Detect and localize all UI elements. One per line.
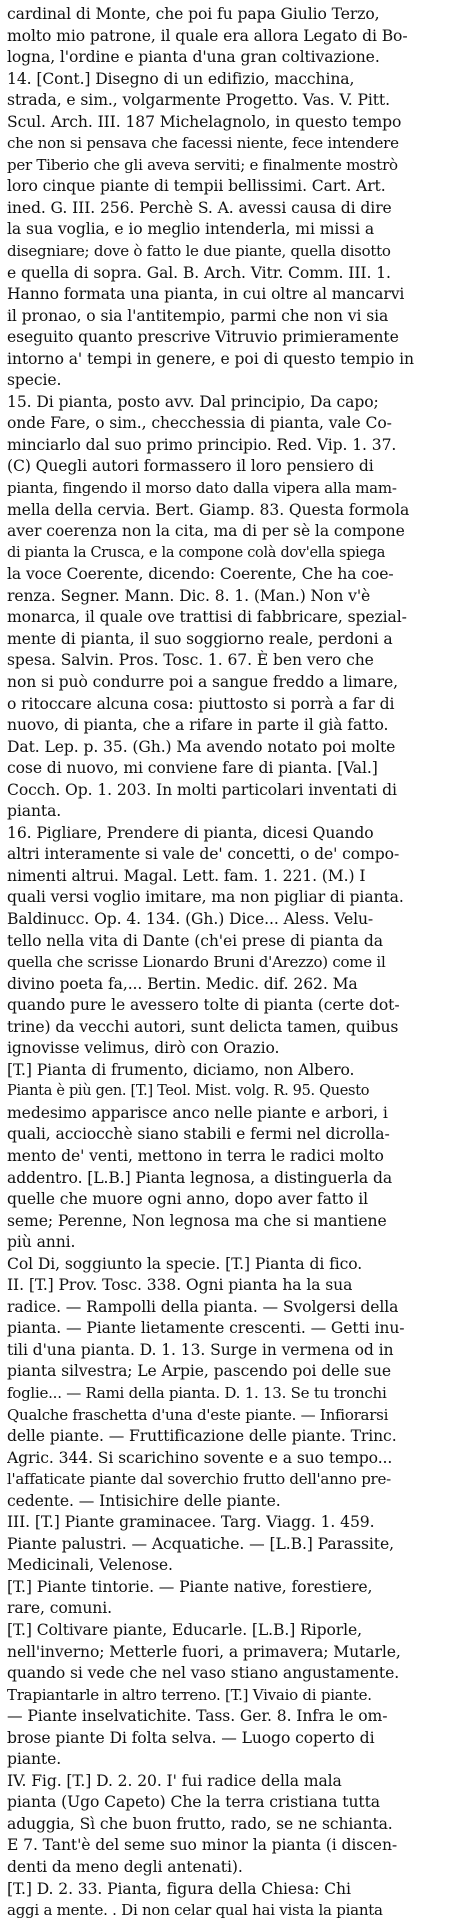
text-line: molto mio patrone, il quale era allora Legato di Bo- (7, 26, 408, 45)
text-line: Cocch. Op. 1. 203. In molti particolari inventati di (7, 780, 397, 799)
text-line: o ritoccare alcuna cosa: piuttosto si porrà a far di (7, 694, 395, 713)
text-line: aver coerenza non la cita, ma di per sè la compone (7, 522, 405, 541)
text-line: l'affaticate piante dal soverchio frutto dell'anno pre- (7, 1470, 391, 1489)
text-line: la sua voglia, e io meglio intenderla, mi missi a (7, 220, 375, 239)
text-line: addentro. [L.B.] Pianta legnosa, a distinguerla da (7, 1168, 393, 1187)
text-line: E 7. Tant'è del seme suo minor la pianta (i discen- (7, 1836, 398, 1855)
text-line: IV. Fig. [T.] D. 2. 20. I' fui radice della mala (7, 1771, 342, 1790)
text-line: mella della cervia. Bert. Giamp. 83. Questa formola (7, 500, 410, 519)
text-line: disegniare; dove ò fatto le due piante, quella disotto (7, 242, 391, 261)
text-line: specie. (7, 371, 62, 390)
text-line: brose piante Di folta selva. — Luogo coperto di (7, 1728, 375, 1747)
text-line: cose di nuovo, mi conviene fare di pianta. [Val.] (7, 759, 378, 778)
text-line: per Tiberio che gli aveva serviti; e finalmente mostrò (7, 155, 398, 174)
text-line: tello nella vita di Dante (ch'ei prese di pianta da (7, 931, 383, 950)
text-line: Hanno formata una pianta, in cui oltre al mancarvi (7, 285, 405, 304)
text-line: pianta (Ugo Capeto) Che la terra cristiana tutta (7, 1793, 380, 1812)
text-line: logna, l'ordine e pianta d'una gran coltivazione. (7, 48, 380, 67)
text-line: 15. Di pianta, posto avv. Dal principio, Da capo; (7, 392, 379, 411)
text-line: più anni. (7, 1233, 76, 1252)
text-line: quando pure le avessero tolte di pianta (certe dot- (7, 996, 400, 1015)
text-line: pianta, fingendo il morso dato dalla vipera alla mam- (7, 479, 397, 498)
text-line: mento de' venti, mettono in terra le radici molto (7, 1146, 384, 1165)
text-line: piante. (7, 1750, 62, 1769)
text-line: altri interamente si vale de' concetti, o de' compo- (7, 845, 400, 864)
text-line: nimenti altrui. Magal. Lett. fam. 1. 221. (M.) I (7, 866, 366, 885)
text-line: Trapiantarle in altro terreno. [T.] Vivaio di piante. (7, 1685, 372, 1704)
text-line: strada, e sim., volgarmente Progetto. Vas. V. Pitt. (7, 91, 390, 110)
text-line: ined. G. III. 256. Perchè S. A. avessi causa di dire (7, 198, 392, 217)
text-line: rare, comuni. (7, 1599, 112, 1618)
text-line: [T.] Pianta di frumento, diciamo, non Albero. (7, 1060, 355, 1079)
text-line: Dat. Lep. p. 35. (Gh.) Ma avendo notato poi molte (7, 737, 396, 756)
text-line: [T.] Coltivare piante, Educarle. [L.B.] Riporle, (7, 1621, 363, 1640)
text-line: di pianta la Crusca, e la compone colà dov'ella spiega (7, 544, 386, 561)
text-line: quando si vede che nel vaso stiano angustamente. (7, 1664, 400, 1683)
text-line: Piante palustri. — Acquatiche. — [L.B.] Parassite, (7, 1534, 394, 1553)
text-line: Medicinali, Velenose. (7, 1556, 173, 1575)
text-line: radice. — Rampolli della pianta. — Svolgersi della (7, 1297, 399, 1316)
text-line: denti da meno degli antenati). (7, 1858, 243, 1877)
text-line: renza. Segner. Mann. Dic. 8. 1. (Man.) Non v'è (7, 586, 371, 605)
text-line: ignovisse velimus, dirò con Orazio. (7, 1039, 280, 1058)
text-line: II. [T.] Prov. Tosc. 338. Ogni pianta ha la sua (7, 1276, 353, 1295)
text-line: foglie... — Rami della pianta. D. 1. 13. Se tu tronchi (7, 1384, 387, 1402)
text-line: quelle che muore ogni anno, dopo aver fatto il (7, 1190, 369, 1209)
text-line: [T.] D. 2. 33. Pianta, figura della Chiesa: Chi (7, 1879, 351, 1898)
text-line: 14. [Cont.] Disegno di un edifizio, macchina, (7, 69, 355, 88)
text-line: che non si pensava che facessi niente, fece intendere (7, 134, 399, 153)
text-line: divino poeta fa,... Bertin. Medic. dif. 262. Ma (7, 974, 358, 993)
text-line: medesimo apparisce anco nelle piante e arbori, i (7, 1103, 388, 1122)
text-line: nell'inverno; Metterle fuori, a primavera; Mutarle, (7, 1642, 401, 1661)
text-line: Agric. 344. Si scarichino sovente e a suo tempo... (7, 1448, 393, 1467)
text-line: aduggia, Sì che buon frutto, rado, se ne schianta. (7, 1814, 393, 1833)
text-line: trine) da vecchi autori, sunt delicta tamen, quibus (7, 1017, 399, 1036)
text-line: Pianta è più gen. [T.] Teol. Mist. volg. R. 95. Questo (7, 1083, 370, 1100)
text-line: pianta. (7, 802, 62, 821)
text-line: spesa. Salvin. Pros. Tosc. 1. 67. È ben vero che (7, 651, 374, 670)
text-line: intorno a' tempi in genere, e poi di questo tempio in (7, 349, 414, 368)
text-line: non si può condurre poi a sangue freddo a limare, (7, 672, 398, 691)
text-line: [T.] Piante tintorie. — Piante native, forestiere, (7, 1577, 373, 1596)
text-line: nuovo, di pianta, che a rifare in parte il già fatto. (7, 716, 389, 735)
text-line: Scul. Arch. III. 187 Michelagnolo, in questo tempo (7, 112, 402, 131)
text-line: eseguito quanto prescrive Vitruvio primieramente (7, 328, 399, 347)
text-line: Qualche fraschetta d'una d'este piante. — Infiorarsi (7, 1405, 389, 1424)
text-line: seme; Perenne, Non legnosa ma che si mantiene (7, 1211, 387, 1230)
text-line: (C) Quegli autori formassero il loro pensiero di (7, 457, 374, 476)
text-line: loro cinque piante di tempii bellissimi. Cart. Art. (7, 177, 386, 196)
text-line: quella che scrisse Lionardo Bruni d'Arezzo) come il (7, 953, 386, 972)
text-line: Baldinucc. Op. 4. 134. (Gh.) Dice... Aless. Velu- (7, 909, 374, 928)
text-line: onde Fare, o sim., checchessia di pianta, vale Co- (7, 414, 392, 433)
text-column (7, 4, 464, 1922)
text-line: Col Di, soggiunto la specie. [T.] Pianta di fico. (7, 1254, 363, 1273)
text-line: mente di pianta, il suo soggiorno reale, perdoni a (7, 629, 393, 648)
text-line: quali, acciocchè siano stabili e fermi nel dicrolla- (7, 1125, 390, 1144)
text-line: 16. Pigliare, Prendere di pianta, dicesi Quando (7, 823, 374, 842)
text-line: — Piante inselvatichite. Tass. Ger. 8. Infra le om- (7, 1707, 388, 1726)
text-line: cardinal di Monte, che poi fu papa Giulio Terzo, (7, 5, 380, 23)
text-line: minciarlo dal suo primo principio. Red. Vip. 1. 37. (7, 435, 397, 454)
text-line: monarca, il quale ove trattisi di fabbricare, spezial- (7, 608, 407, 627)
text-line: pianta silvestra; Le Arpie, pascendo poi delle sue (7, 1362, 392, 1381)
text-line: quali versi voglio imitare, ma non pigliar di pianta. (7, 888, 404, 907)
text-line: il pronao, o sia l'antitempio, parmi che non vi sia (7, 306, 389, 325)
text-line: cedente. — Intisichire delle piante. (7, 1491, 281, 1510)
text-line: delle piante. — Fruttificazione delle piante. Trinc. (7, 1427, 397, 1446)
text-line: pianta. — Piante lietamente crescenti. — Getti inu- (7, 1319, 405, 1338)
text-line: e quella di sopra. Gal. B. Arch. Vitr. Comm. III. 1. (7, 263, 391, 282)
text-line: la voce Coerente, dicendo: Coerente, Che ha coe- (7, 565, 394, 584)
text-line: aggi a mente. . Di non celar qual hai vista la pianta (7, 1901, 383, 1920)
text-line: III. [T.] Piante graminacee. Targ. Viagg. 1. 459. (7, 1513, 375, 1532)
text-line: tili d'una pianta. D. 1. 13. Surge in vermena od in (7, 1340, 394, 1359)
